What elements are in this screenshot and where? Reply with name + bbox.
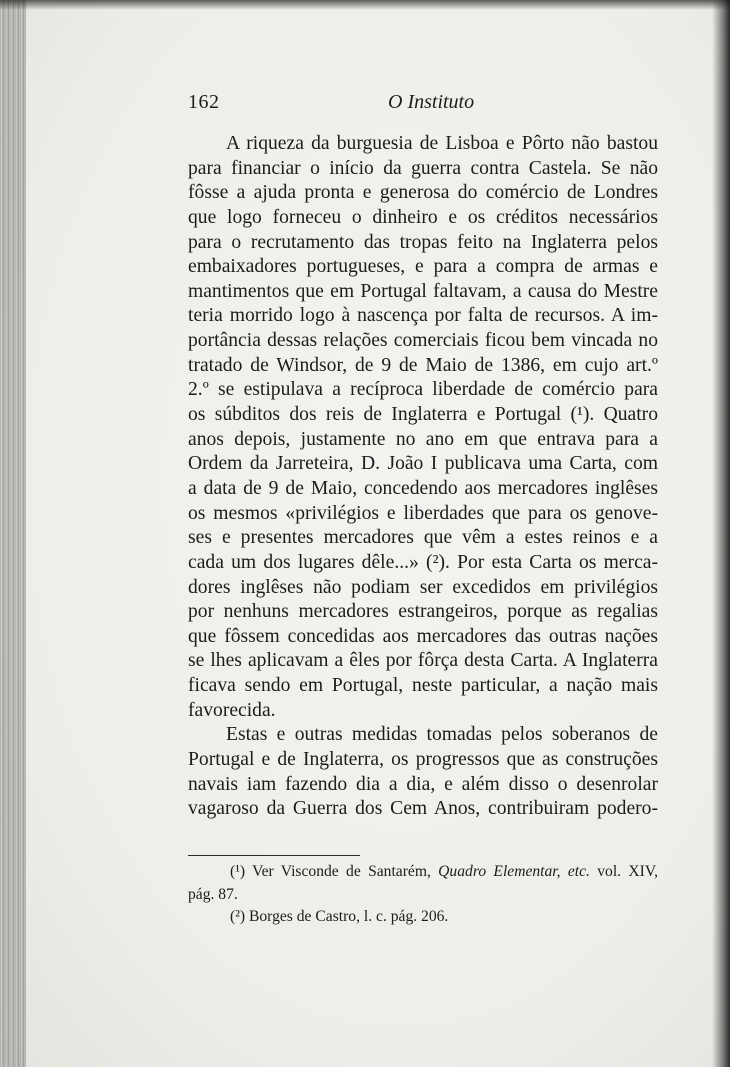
- text-line: mantimentos que em Portugal faltavam, a causa do Mestre: [188, 280, 658, 302]
- binding-shadow: [0, 0, 26, 1067]
- text-line: Estas e outras medidas tomadas pelos soberanos de: [226, 724, 658, 746]
- text-line: para o recrutamento das tropas feito na Inglaterra pelos: [188, 231, 658, 253]
- text-line: vagaroso da Guerra dos Cem Anos, contribuiram podero-: [188, 798, 658, 820]
- text-line: embaixadores portugueses, e para a compra de armas e: [188, 256, 658, 278]
- text-line: que logo forneceu o dinheiro e os créditos necessários: [188, 206, 658, 228]
- text-line: teria morrido logo à nascença por falta de recursos. A im-: [188, 305, 658, 327]
- text-line: favorecida.: [188, 699, 276, 721]
- text-line: cada um dos lugares dêle...» (²). Por esta Carta os merca-: [188, 551, 658, 573]
- footnote-1-suffix: vol. XIV,: [589, 863, 658, 880]
- text-line: para financiar o início da guerra contra Castela. Se não: [188, 157, 658, 179]
- footnote-2: (²) Borges de Castro, l. c. pág. 206.: [230, 908, 449, 925]
- text-line: os mesmos «privilégios e liberdades que para os genove-: [188, 502, 658, 524]
- footnote-1-continuation: pág. 87.: [188, 885, 238, 903]
- text-line: fôsse a ajuda pronta e generosa do comércio de Londres: [188, 182, 658, 204]
- text-line: anos depois, justamente no ano em que entrava para a: [188, 428, 658, 450]
- text-line: A riqueza da burguesia de Lisboa e Pôrto não bastou: [226, 133, 658, 154]
- text-line: por nenhuns mercadores estrangeiros, porque as regalias: [188, 601, 658, 623]
- footnotes: [188, 861, 658, 929]
- text-line: se lhes aplicavam a êles por fôrça desta Carta. A Inglaterra: [188, 650, 658, 672]
- text-line: dores inglêses não podiam ser excedidos em privilégios: [188, 576, 658, 598]
- footnote-1: [188, 861, 658, 884]
- text-line: Portugal e de Inglaterra, os progressos que as construções: [188, 749, 658, 771]
- text-line: navais iam fazendo dia a dia, e além disso o desenrolar: [188, 773, 658, 795]
- text-line: 2.º se estipulava a recíproca liberdade de comércio para: [188, 379, 658, 401]
- top-edge-shadow: [0, 0, 730, 10]
- text-line: Ordem da Jarreteira, D. João I publicava uma Carta, com: [188, 453, 658, 475]
- page-number: 162: [188, 91, 220, 113]
- footnote-1-title: Quadro Elementar, etc.: [438, 863, 590, 880]
- text-line: portância dessas relações comerciais ficou bem vincada no: [188, 330, 658, 352]
- text-line: ficava sendo em Portugal, neste particular, a nação mais: [188, 675, 658, 697]
- text-line: a data de 9 de Maio, concedendo aos mercadores inglêses: [188, 477, 658, 499]
- running-title: O Instituto: [388, 91, 475, 113]
- footnote-1-prefix: (¹) Ver Visconde de Santarém,: [230, 863, 439, 880]
- page-header: [188, 91, 658, 117]
- text-line: os súbditos dos reis de Inglaterra e Portugal (¹). Quatro: [188, 404, 658, 426]
- text-line: tratado de Windsor, de 9 de Maio de 1386, em cujo art.º: [188, 354, 658, 376]
- right-edge-shadow: [712, 0, 730, 1067]
- footnote-divider: [188, 855, 360, 856]
- body-text: [188, 132, 658, 822]
- text-line: que fôssem concedidas aos mercadores das outras nações: [188, 625, 658, 647]
- text-line: ses e presentes mercadores que vêm a estes reinos e a: [188, 527, 658, 549]
